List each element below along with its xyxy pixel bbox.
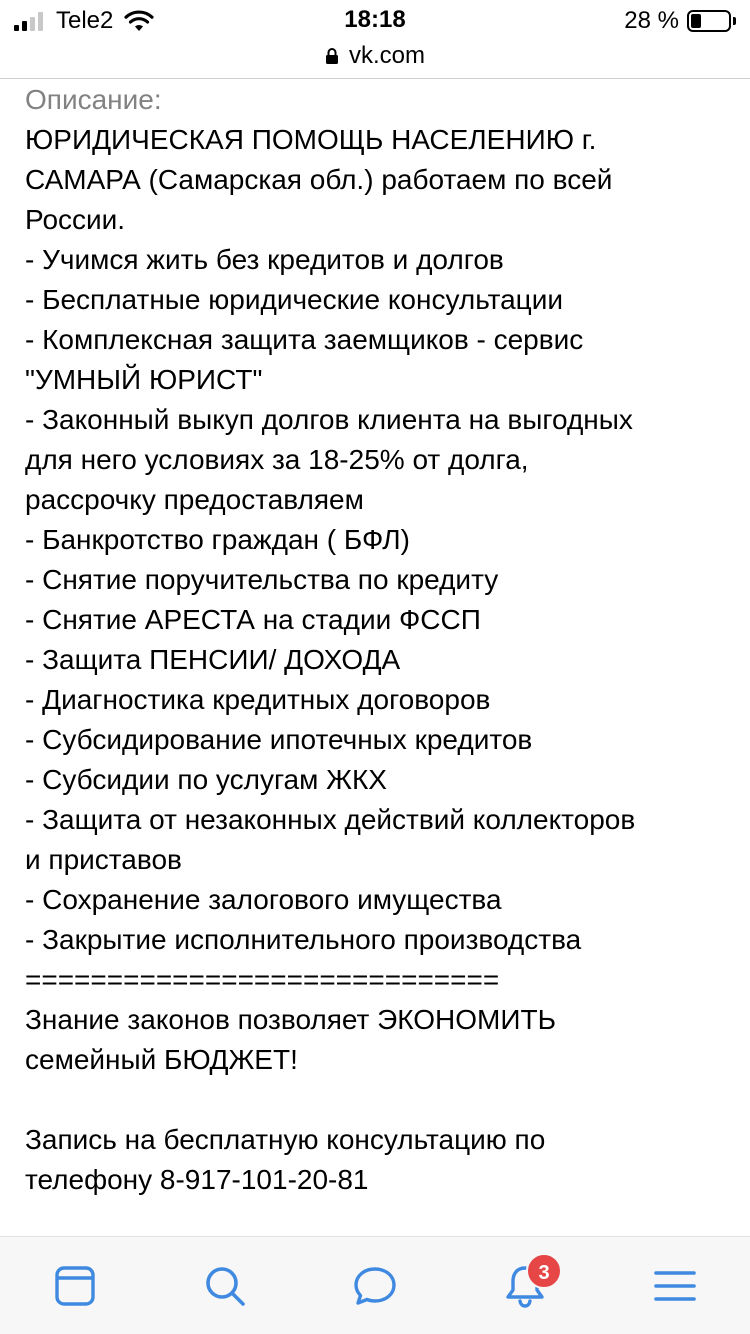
description-text [25,120,725,1080]
search-icon [202,1263,248,1309]
description-line: - Учимся жить без кредитов и долгов [25,244,504,275]
tab-messages[interactable] [350,1261,400,1311]
bottom-tab-bar [0,1236,750,1334]
description-line: - Субсидии по услугам ЖКХ [25,764,387,795]
description-line: для него условиях за 18-25% от долга, [25,444,529,475]
description-line: рассрочку предоставляем [25,484,364,515]
description-line: САМАРА (Самарская обл.) работаем по всей [25,164,613,195]
description-label: Описание: [25,84,162,115]
description-line: - Законный выкуп долгов клиента на выгодных [25,404,633,435]
description-line: - Защита от незаконных действий коллекторов [25,804,636,835]
url-bar[interactable] [0,38,750,74]
description-line: ============================= [25,964,500,995]
status-time: 18:18 [344,6,406,33]
url-text: vk.com [348,42,425,69]
status-right [624,6,736,36]
messages-icon [352,1263,398,1309]
description-line: ЮРИДИЧЕСКАЯ ПОМОЩЬ НАСЕЛЕНИЮ г. [25,124,597,155]
contact-line: телефону 8-917-101-20-81 [25,1164,369,1195]
paragraph-spacer [25,1080,725,1120]
description-line: и приставов [25,844,182,875]
url-bar-divider [0,78,750,79]
tab-search[interactable] [200,1261,250,1311]
description-line: "УМНЫЙ ЮРИСТ" [25,364,263,395]
battery-cap [733,17,736,25]
lock-icon [325,47,339,65]
description-line: - Сохранение залогового имущества [25,884,502,915]
battery-percentage: 28 % [624,7,679,34]
description-line: - Комплексная защита заемщиков - сервис [25,324,584,355]
description-line: - Защита ПЕНСИИ/ ДОХОДА [25,644,401,675]
description-line: - Снятие АРЕСТА на стадии ФССП [25,604,481,635]
description-line: - Бесплатные юридические консультации [25,284,563,315]
tab-feed[interactable] [50,1261,100,1311]
description-line: - Диагностика кредитных договоров [25,684,491,715]
contact-line: Запись на бесплатную консультацию по [25,1124,546,1155]
status-bar [0,0,750,40]
description-line: - Банкротство граждан ( БФЛ) [25,524,410,555]
carrier-name: Tele2 [56,7,114,34]
battery-icon [687,10,731,32]
feed-icon [52,1263,98,1309]
group-description [25,80,725,1200]
tab-notifications[interactable] [500,1261,550,1311]
contact-info [25,1120,725,1200]
battery-level [691,14,701,28]
description-line: Знание законов позволяет ЭКОНОМИТЬ [25,1004,556,1035]
description-line: - Закрытие исполнительного производства [25,924,582,955]
tab-menu[interactable] [650,1261,700,1311]
description-line: - Снятие поручительства по кредиту [25,564,499,595]
description-line: России. [25,204,126,235]
menu-icon [652,1263,698,1309]
description-line: семейный БЮДЖЕТ! [25,1044,298,1075]
notification-badge: 3 [526,1253,562,1289]
description-line: - Субсидирование ипотечных кредитов [25,724,533,755]
